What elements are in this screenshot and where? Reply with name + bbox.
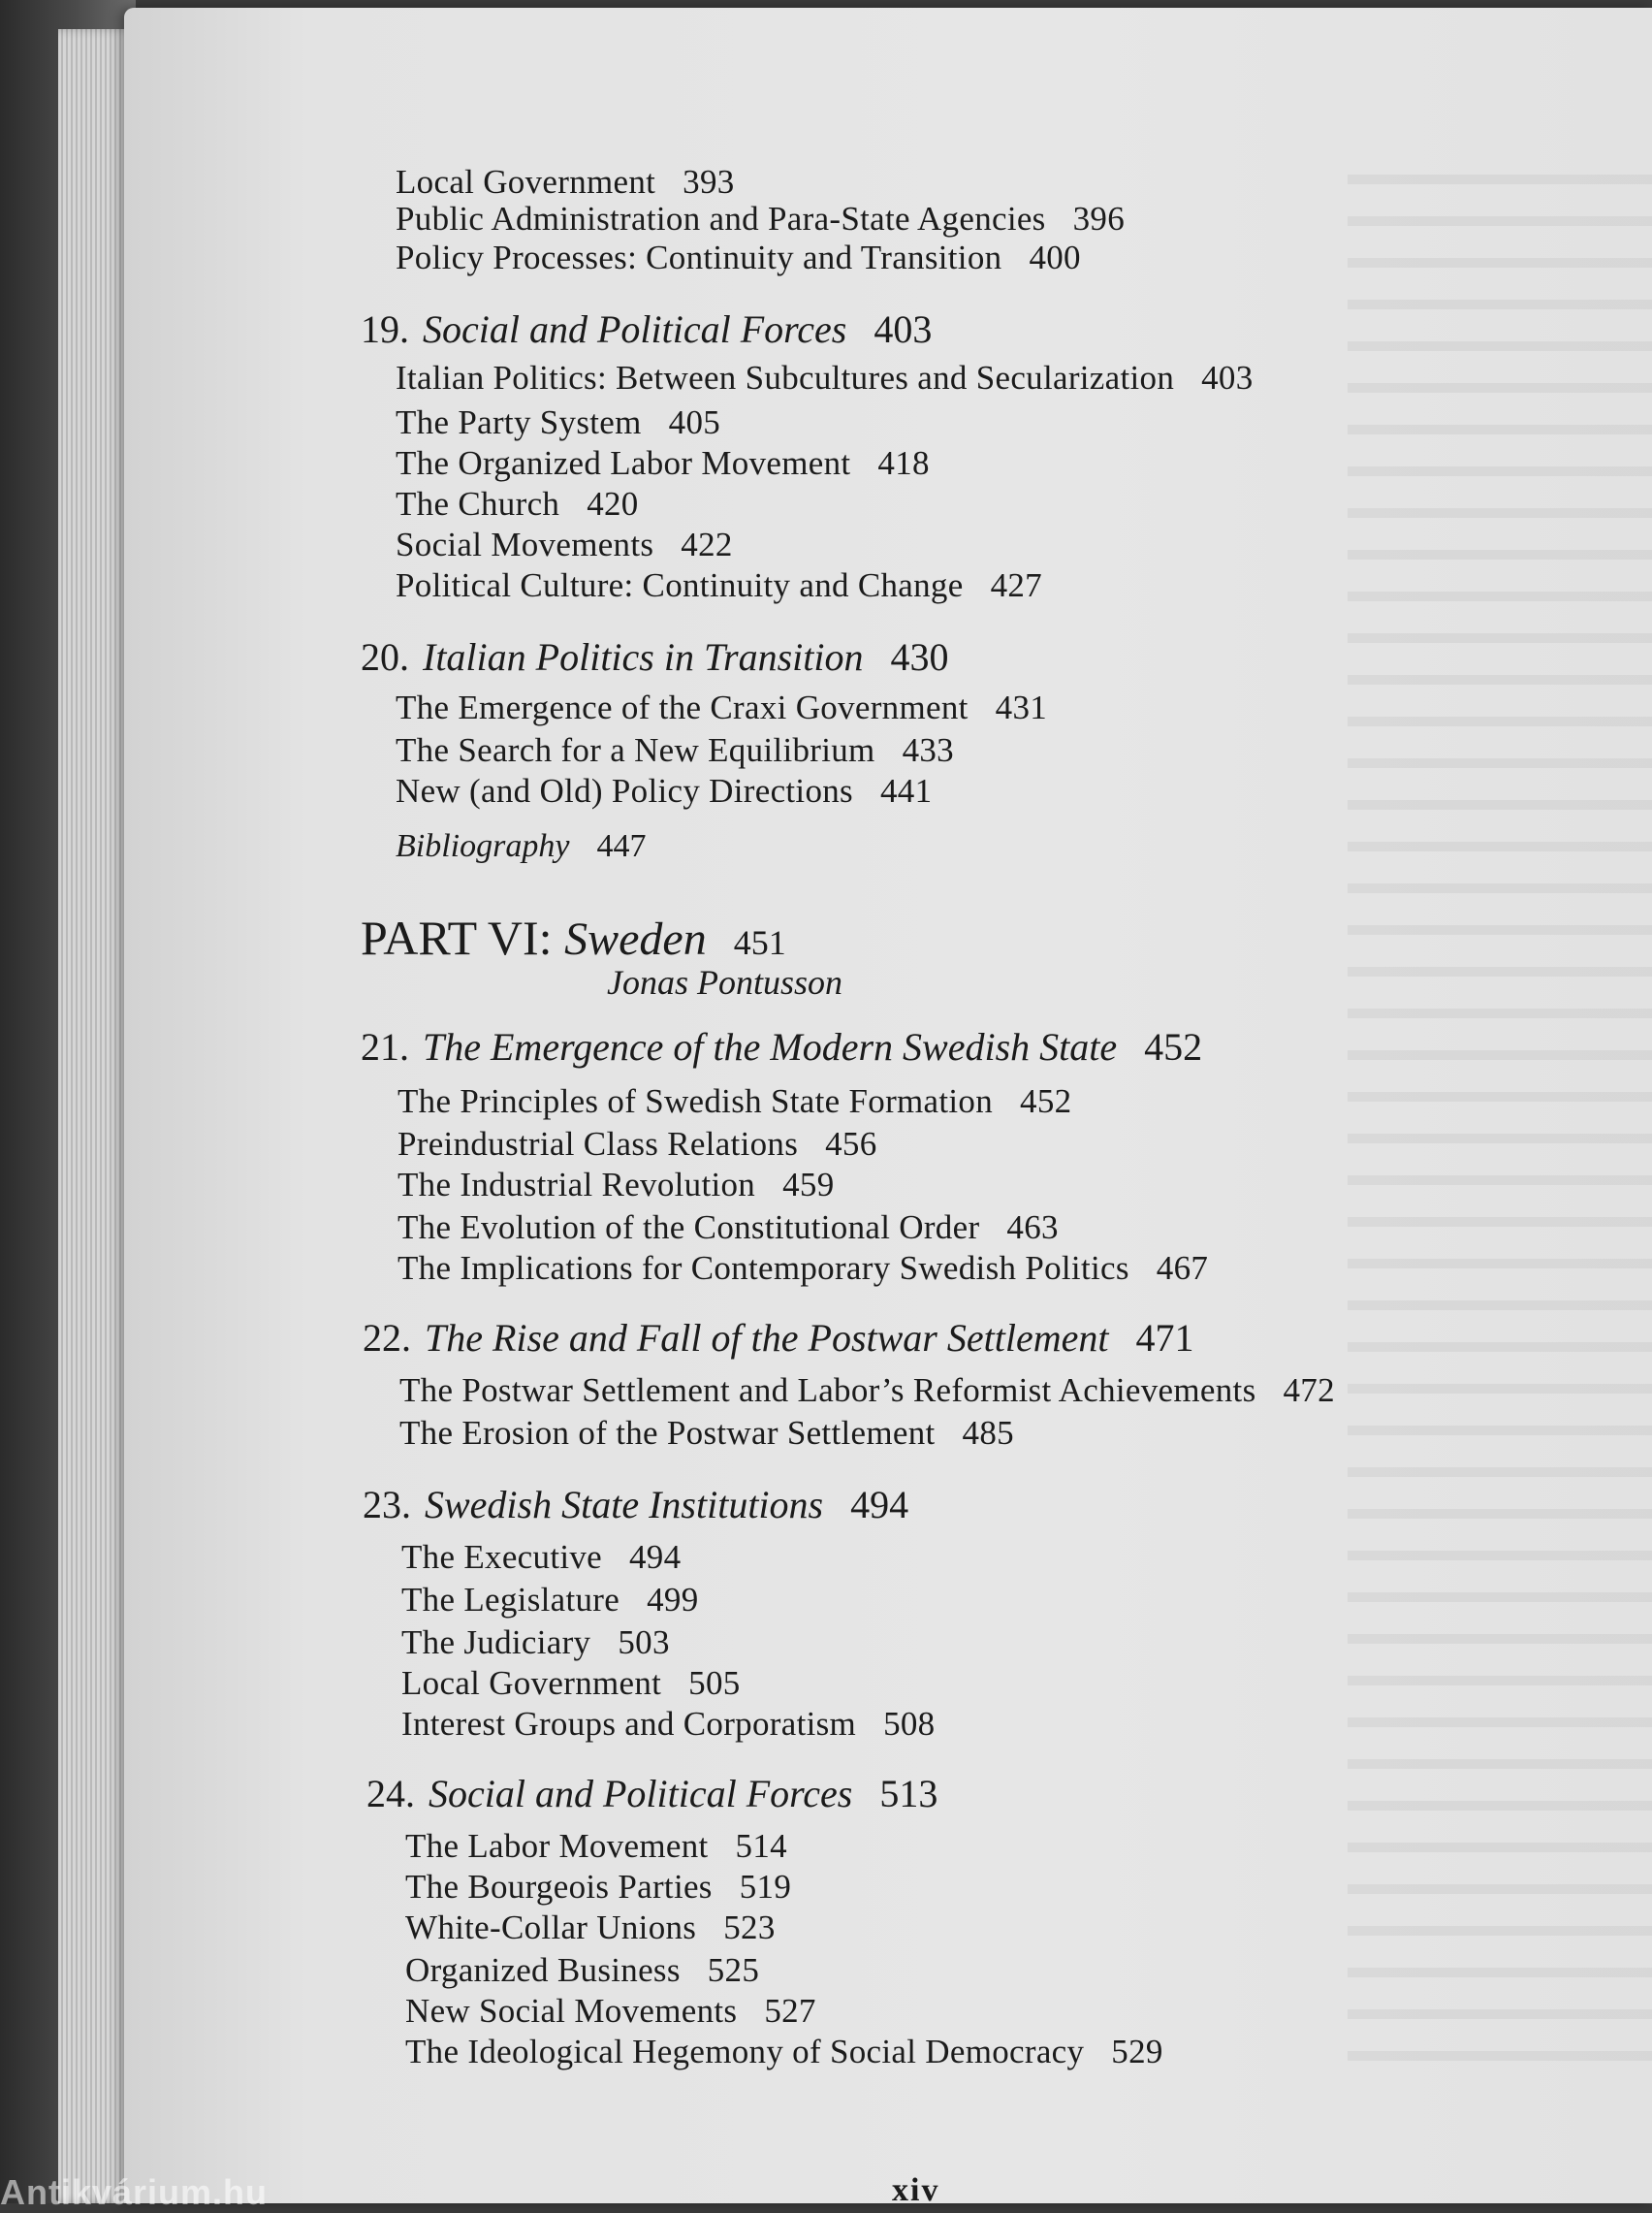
- toc-entry: Policy Processes: Continuity and Transition 400: [396, 239, 1081, 276]
- page-number: xiv: [892, 2172, 940, 2208]
- toc-entry: The Executive 494: [401, 1538, 682, 1576]
- toc-entry: The Postwar Settlement and Labor’s Reformist Achievements 472: [399, 1371, 1335, 1409]
- show-through-text: [1348, 145, 1652, 2075]
- toc-entry: Preindustrial Class Relations 456: [397, 1125, 877, 1163]
- chapter-heading: 19. Social and Political Forces 403: [361, 307, 933, 351]
- chapter-heading: 22. The Rise and Fall of the Postwar Settlement 471: [363, 1316, 1194, 1360]
- toc-entry: The Erosion of the Postwar Settlement 485: [399, 1414, 1014, 1452]
- toc-entry: Local Government 505: [401, 1664, 741, 1702]
- toc-entry: Social Movements 422: [396, 526, 733, 563]
- toc-entry: The Legislature 499: [401, 1581, 699, 1619]
- toc-entry: Interest Groups and Corporatism 508: [401, 1705, 936, 1743]
- toc-entry: The Organized Labor Movement 418: [396, 444, 930, 482]
- chapter-heading: 24. Social and Political Forces 513: [366, 1772, 938, 1815]
- toc-entry: The Ideological Hegemony of Social Democracy 529: [405, 2033, 1163, 2070]
- toc-entry: New (and Old) Policy Directions 441: [396, 772, 933, 810]
- toc-entry: The Industrial Revolution 459: [397, 1166, 835, 1203]
- toc-entry: Italian Politics: Between Subcultures and Secularization 403: [396, 359, 1254, 397]
- toc-entry: The Search for a New Equilibrium 433: [396, 731, 954, 769]
- toc-entry: The Evolution of the Constitutional Order 463: [397, 1208, 1059, 1246]
- toc-entry: The Judiciary 503: [401, 1623, 670, 1661]
- toc-entry: Public Administration and Para-State Agencies 396: [396, 200, 1126, 238]
- toc-entry: Political Culture: Continuity and Change 427: [396, 566, 1042, 604]
- part-author: Jonas Pontusson: [607, 963, 842, 1002]
- toc-entry: The Bourgeois Parties 519: [405, 1868, 792, 1906]
- bibliography-entry: Bibliography 447: [396, 828, 647, 864]
- toc-entry: The Party System 405: [396, 403, 721, 441]
- toc-entry: The Emergence of the Craxi Government 431: [396, 689, 1048, 726]
- part-heading: PART VI: Sweden 451: [361, 911, 786, 965]
- toc-entry: The Implications for Contemporary Swedish Politics 467: [397, 1249, 1209, 1287]
- toc-entry: The Labor Movement 514: [405, 1827, 787, 1865]
- toc-entry: Organized Business 525: [405, 1951, 760, 1989]
- toc-entry: New Social Movements 527: [405, 1992, 816, 2030]
- chapter-heading: 23. Swedish State Institutions 494: [363, 1483, 909, 1526]
- chapter-heading: 20. Italian Politics in Transition 430: [361, 635, 949, 679]
- toc-entry: The Principles of Swedish State Formation 452: [397, 1082, 1072, 1120]
- toc-entry: The Church 420: [396, 485, 639, 523]
- watermark: Antikvárium.hu: [0, 2172, 269, 2212]
- toc-entry: Local Government 393: [396, 163, 735, 201]
- toc-entry: White-Collar Unions 523: [405, 1908, 776, 1946]
- chapter-heading: 21. The Emergence of the Modern Swedish State 452: [361, 1025, 1203, 1069]
